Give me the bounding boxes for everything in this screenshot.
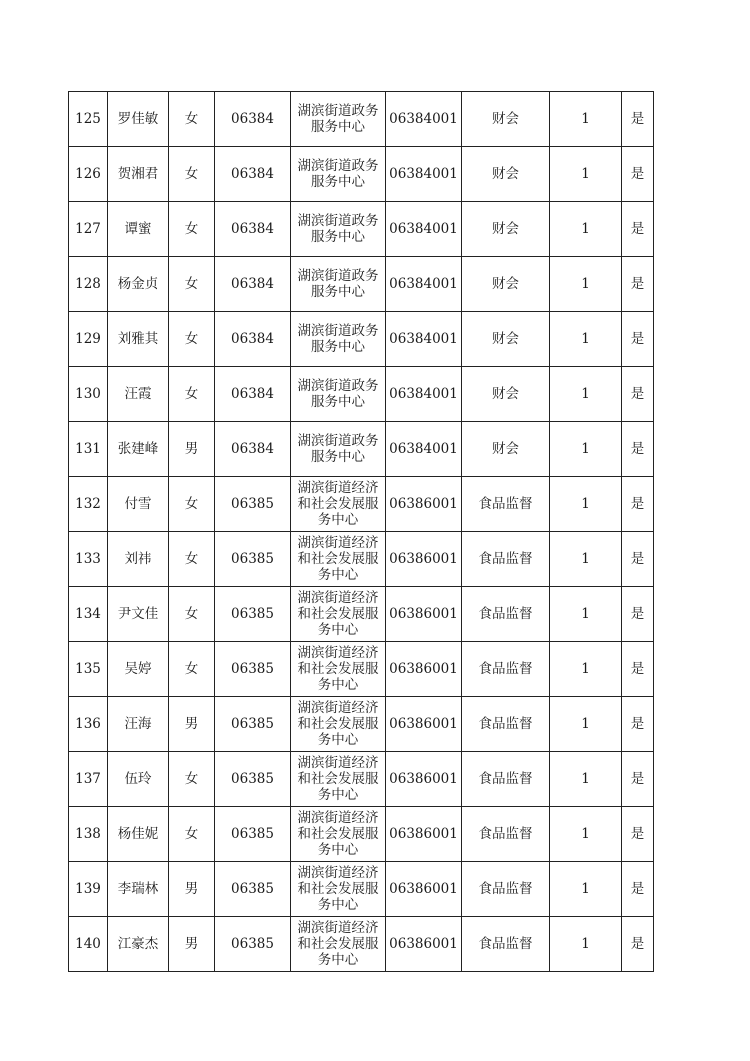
cell-department-code: 06384 [215, 367, 291, 422]
cell-gender: 女 [169, 147, 215, 202]
cell-name: 张建峰 [108, 422, 169, 477]
cell-name: 杨佳妮 [108, 807, 169, 862]
cell-count: 1 [550, 367, 622, 422]
cell-gender: 女 [169, 257, 215, 312]
table-row [69, 312, 654, 367]
cell-serial-number: 136 [69, 697, 108, 752]
cell-serial-number: 129 [69, 312, 108, 367]
table-row [69, 532, 654, 587]
cell-gender: 女 [169, 532, 215, 587]
cell-name: 杨金贞 [108, 257, 169, 312]
cell-status: 是 [622, 147, 654, 202]
cell-position-code: 06386001 [386, 917, 462, 972]
table-row [69, 587, 654, 642]
cell-count: 1 [550, 257, 622, 312]
cell-department-code: 06385 [215, 917, 291, 972]
cell-position: 财会 [462, 312, 550, 367]
cell-position: 食品监督 [462, 752, 550, 807]
cell-serial-number: 138 [69, 807, 108, 862]
cell-status: 是 [622, 532, 654, 587]
table-row [69, 92, 654, 147]
cell-department-code: 06385 [215, 532, 291, 587]
cell-gender: 女 [169, 807, 215, 862]
cell-department-code: 06385 [215, 862, 291, 917]
cell-serial-number: 125 [69, 92, 108, 147]
table-row [69, 202, 654, 257]
cell-position-code: 06386001 [386, 477, 462, 532]
cell-position: 食品监督 [462, 642, 550, 697]
cell-position: 食品监督 [462, 862, 550, 917]
cell-serial-number: 134 [69, 587, 108, 642]
cell-position-code: 06384001 [386, 312, 462, 367]
cell-position: 财会 [462, 147, 550, 202]
cell-status: 是 [622, 862, 654, 917]
cell-status: 是 [622, 807, 654, 862]
results-table [68, 91, 654, 972]
cell-position-code: 06386001 [386, 532, 462, 587]
cell-serial-number: 130 [69, 367, 108, 422]
cell-status: 是 [622, 92, 654, 147]
cell-position-code: 06386001 [386, 807, 462, 862]
cell-position-code: 06386001 [386, 587, 462, 642]
cell-serial-number: 140 [69, 917, 108, 972]
cell-position: 财会 [462, 257, 550, 312]
cell-serial-number: 127 [69, 202, 108, 257]
cell-count: 1 [550, 147, 622, 202]
cell-status: 是 [622, 257, 654, 312]
cell-position-code: 06386001 [386, 752, 462, 807]
cell-name: 贺湘君 [108, 147, 169, 202]
cell-department-code: 06385 [215, 477, 291, 532]
cell-position-code: 06384001 [386, 367, 462, 422]
cell-gender: 男 [169, 862, 215, 917]
cell-department-code: 06384 [215, 202, 291, 257]
cell-department: 湖滨街道经济和社会发展服务中心 [291, 917, 386, 972]
cell-count: 1 [550, 422, 622, 477]
cell-name: 刘祎 [108, 532, 169, 587]
cell-count: 1 [550, 642, 622, 697]
cell-gender: 女 [169, 92, 215, 147]
cell-name: 汪霞 [108, 367, 169, 422]
cell-count: 1 [550, 312, 622, 367]
cell-position-code: 06386001 [386, 862, 462, 917]
cell-name: 付雪 [108, 477, 169, 532]
cell-department-code: 06384 [215, 92, 291, 147]
cell-gender: 女 [169, 367, 215, 422]
cell-serial-number: 132 [69, 477, 108, 532]
cell-department: 湖滨街道政务服务中心 [291, 312, 386, 367]
cell-gender: 女 [169, 202, 215, 257]
cell-gender: 女 [169, 752, 215, 807]
table-row [69, 257, 654, 312]
cell-position: 财会 [462, 367, 550, 422]
cell-count: 1 [550, 697, 622, 752]
cell-name: 汪海 [108, 697, 169, 752]
cell-gender: 女 [169, 587, 215, 642]
cell-name: 刘雅其 [108, 312, 169, 367]
cell-name: 伍玲 [108, 752, 169, 807]
cell-name: 李瑞林 [108, 862, 169, 917]
table-row [69, 147, 654, 202]
cell-gender: 女 [169, 312, 215, 367]
cell-department-code: 06385 [215, 642, 291, 697]
cell-position: 食品监督 [462, 697, 550, 752]
table-row [69, 697, 654, 752]
cell-department: 湖滨街道政务服务中心 [291, 257, 386, 312]
table-row [69, 477, 654, 532]
cell-count: 1 [550, 202, 622, 257]
cell-department: 湖滨街道经济和社会发展服务中心 [291, 697, 386, 752]
cell-position-code: 06384001 [386, 257, 462, 312]
cell-department: 湖滨街道经济和社会发展服务中心 [291, 477, 386, 532]
cell-status: 是 [622, 917, 654, 972]
table-row [69, 807, 654, 862]
table-row [69, 752, 654, 807]
cell-position: 食品监督 [462, 587, 550, 642]
cell-name: 罗佳敏 [108, 92, 169, 147]
cell-name: 江豪杰 [108, 917, 169, 972]
cell-position-code: 06386001 [386, 642, 462, 697]
cell-position: 食品监督 [462, 477, 550, 532]
cell-name: 谭蜜 [108, 202, 169, 257]
cell-serial-number: 128 [69, 257, 108, 312]
cell-serial-number: 133 [69, 532, 108, 587]
cell-department: 湖滨街道经济和社会发展服务中心 [291, 862, 386, 917]
cell-department: 湖滨街道政务服务中心 [291, 202, 386, 257]
cell-status: 是 [622, 202, 654, 257]
cell-count: 1 [550, 92, 622, 147]
cell-department: 湖滨街道经济和社会发展服务中心 [291, 752, 386, 807]
cell-serial-number: 139 [69, 862, 108, 917]
cell-name: 吴婷 [108, 642, 169, 697]
cell-department-code: 06385 [215, 807, 291, 862]
cell-gender: 男 [169, 917, 215, 972]
cell-position: 财会 [462, 92, 550, 147]
cell-status: 是 [622, 422, 654, 477]
cell-count: 1 [550, 807, 622, 862]
cell-count: 1 [550, 752, 622, 807]
table-row [69, 917, 654, 972]
cell-gender: 女 [169, 642, 215, 697]
cell-status: 是 [622, 477, 654, 532]
cell-count: 1 [550, 917, 622, 972]
cell-serial-number: 131 [69, 422, 108, 477]
cell-position-code: 06384001 [386, 147, 462, 202]
cell-department-code: 06385 [215, 587, 291, 642]
cell-position-code: 06384001 [386, 422, 462, 477]
cell-department-code: 06384 [215, 147, 291, 202]
cell-department-code: 06385 [215, 752, 291, 807]
cell-department: 湖滨街道经济和社会发展服务中心 [291, 587, 386, 642]
cell-department-code: 06384 [215, 422, 291, 477]
cell-position: 食品监督 [462, 807, 550, 862]
cell-serial-number: 126 [69, 147, 108, 202]
cell-department: 湖滨街道经济和社会发展服务中心 [291, 642, 386, 697]
cell-status: 是 [622, 752, 654, 807]
cell-department: 湖滨街道政务服务中心 [291, 147, 386, 202]
cell-gender: 男 [169, 422, 215, 477]
cell-department: 湖滨街道政务服务中心 [291, 92, 386, 147]
cell-serial-number: 135 [69, 642, 108, 697]
table-row [69, 367, 654, 422]
cell-count: 1 [550, 587, 622, 642]
cell-serial-number: 137 [69, 752, 108, 807]
cell-status: 是 [622, 642, 654, 697]
cell-department: 湖滨街道政务服务中心 [291, 422, 386, 477]
cell-status: 是 [622, 312, 654, 367]
cell-position-code: 06386001 [386, 697, 462, 752]
cell-department: 湖滨街道政务服务中心 [291, 367, 386, 422]
table-row [69, 862, 654, 917]
cell-department-code: 06384 [215, 312, 291, 367]
cell-status: 是 [622, 587, 654, 642]
cell-count: 1 [550, 477, 622, 532]
cell-position: 财会 [462, 422, 550, 477]
cell-count: 1 [550, 862, 622, 917]
cell-position: 财会 [462, 202, 550, 257]
cell-department-code: 06384 [215, 257, 291, 312]
table-body [69, 92, 654, 972]
cell-gender: 女 [169, 477, 215, 532]
cell-department: 湖滨街道经济和社会发展服务中心 [291, 532, 386, 587]
table-row [69, 642, 654, 697]
cell-department: 湖滨街道经济和社会发展服务中心 [291, 807, 386, 862]
table-row [69, 422, 654, 477]
cell-department-code: 06385 [215, 697, 291, 752]
cell-position-code: 06384001 [386, 202, 462, 257]
cell-position: 食品监督 [462, 532, 550, 587]
cell-count: 1 [550, 532, 622, 587]
cell-name: 尹文佳 [108, 587, 169, 642]
cell-gender: 男 [169, 697, 215, 752]
cell-status: 是 [622, 367, 654, 422]
cell-position-code: 06384001 [386, 92, 462, 147]
cell-position: 食品监督 [462, 917, 550, 972]
cell-status: 是 [622, 697, 654, 752]
